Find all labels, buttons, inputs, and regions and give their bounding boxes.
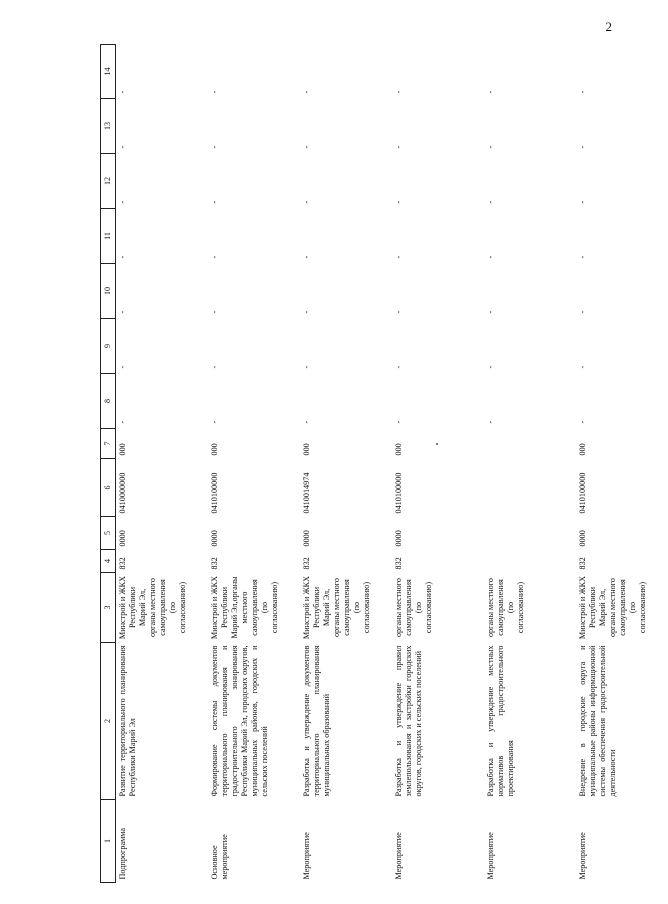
value-dash: -: [578, 365, 587, 369]
cell-vr: 000: [118, 443, 127, 456]
rotated-table-frame: [100, 45, 647, 883]
cell-responsible: органы местного самоуправления (по согласованию): [486, 577, 525, 638]
cell-csr: 0410000000: [118, 472, 127, 514]
cell-value-col-11: [208, 209, 300, 264]
cell-value-col-11: [116, 209, 209, 264]
cell-responsible: Минстрой и ЖКХ Республики Марий Эл, органы местного самоуправления (по согласованию): [302, 575, 371, 640]
cell-value-col-14: [576, 45, 668, 99]
value-dash: -: [486, 420, 495, 424]
cell-rz: 0000: [210, 530, 219, 547]
cell-name: Разработка и утверждение местных нормативов градостроительного проектирования: [486, 645, 515, 797]
cell-value-col-10: [576, 264, 668, 319]
cell-value-col-9: [576, 319, 668, 374]
cell-value-col-9: [116, 319, 209, 374]
cell-value-col-10: [208, 264, 300, 319]
cell-responsible: Минстрой и ЖКХ Республики Марий Эл, органы местного самоуправления (по согласованию): [118, 575, 187, 640]
value-dash: -: [394, 420, 403, 424]
cell-value-col-8: [392, 374, 484, 429]
header-cell: 12: [101, 154, 116, 209]
cell-rz: [484, 517, 576, 550]
cell-value-col-11: [300, 209, 392, 264]
cell-value-col-14: [208, 45, 300, 99]
table-row: [300, 45, 392, 883]
cell-name: Разработка и утверждение правил землепользования и застройки городских округов, городских и сельских поселений: [394, 645, 423, 797]
value-dash: -: [578, 200, 587, 204]
cell-value-col-13: [300, 99, 392, 154]
cell-value-col-10: [484, 264, 576, 319]
cell-type: Подпрограмма: [118, 827, 127, 880]
value-dash: -: [486, 90, 495, 94]
cell-value-col-13: [484, 99, 576, 154]
cell-rz: 0000: [118, 530, 127, 547]
cell-value-col-13: [116, 99, 209, 154]
cell-vr: 000: [578, 443, 587, 456]
value-dash: -: [302, 255, 311, 259]
cell-value-col-12: [116, 154, 209, 209]
value-dash: -: [210, 310, 219, 314]
header-cell: 1: [101, 800, 116, 883]
value-dash: -: [302, 200, 311, 204]
cell-vr: 000: [302, 443, 311, 456]
value-dash: -: [118, 365, 127, 369]
value-dash: -: [210, 255, 219, 259]
value-dash: -: [210, 90, 219, 94]
cell-grbs: [484, 550, 576, 573]
cell-value-col-8: [576, 374, 668, 429]
cell-csr: [484, 459, 576, 517]
cell-grbs: 832: [302, 557, 311, 570]
table-row: [208, 45, 300, 883]
cell-value-col-12: [300, 154, 392, 209]
cell-value-col-8: [300, 374, 392, 429]
cell-rz: 0000: [578, 530, 587, 547]
header-cell: 7: [101, 429, 116, 459]
value-dash: -: [578, 90, 587, 94]
value-dash: -: [118, 420, 127, 424]
cell-value-col-9: [208, 319, 300, 374]
value-dash: -: [394, 365, 403, 369]
cell-value-col-9: [300, 319, 392, 374]
value-dash: -: [210, 365, 219, 369]
cell-value-col-8: [484, 374, 576, 429]
cell-grbs: 832: [394, 557, 403, 570]
value-dash: -: [302, 90, 311, 94]
cell-value-col-10: [392, 264, 484, 319]
cell-vr: 000: [394, 443, 403, 456]
cell-value-col-12: [484, 154, 576, 209]
value-dash: -: [118, 255, 127, 259]
value-dash: -: [486, 145, 495, 149]
value-dash: -: [302, 310, 311, 314]
cell-value-col-12: [392, 154, 484, 209]
cell-name: Развитие территориального планирования Республики Марий Эл: [118, 645, 137, 797]
cell-value-col-11: [484, 209, 576, 264]
cell-csr: 0410100000: [578, 472, 587, 514]
value-dash: -: [118, 200, 127, 204]
value-dash: -: [578, 145, 587, 149]
value-dash: -: [302, 145, 311, 149]
cell-value-col-14: [300, 45, 392, 99]
cell-type: Мероприятие: [394, 832, 403, 880]
value-dash: -: [394, 90, 403, 94]
cell-vr: 000: [210, 443, 219, 456]
header-cell: 2: [101, 643, 116, 800]
cell-value-col-10: [300, 264, 392, 319]
table-row: [576, 45, 668, 883]
cell-grbs: 832: [210, 557, 219, 570]
cell-vr: [484, 429, 576, 459]
header-cell: 11: [101, 209, 116, 264]
cell-name: Формирование системы документов территориального планирования и градостроительного зонирования Республики Марий Эл, городских округов, муниципальных районов, городских и сельских поселений: [210, 645, 269, 797]
cell-value-col-10: [116, 264, 209, 319]
cell-value-col-12: [208, 154, 300, 209]
cell-value-col-8: [208, 374, 300, 429]
header-cell: 14: [101, 45, 116, 99]
cell-rz: 0000: [302, 530, 311, 547]
cell-value-col-11: [576, 209, 668, 264]
table-body: [101, 45, 668, 883]
value-dash: -: [578, 255, 587, 259]
header-row: [101, 45, 116, 883]
table-row: [484, 45, 576, 883]
value-dash: -: [486, 200, 495, 204]
value-dash: -: [118, 310, 127, 314]
table-row: [392, 45, 484, 883]
cell-value-col-14: [392, 45, 484, 99]
program-table: [100, 44, 668, 883]
value-dash: -: [210, 420, 219, 424]
header-cell: 10: [101, 264, 116, 319]
header-cell: 5: [101, 517, 116, 550]
value-dash: -: [578, 420, 587, 424]
value-dash: -: [210, 145, 219, 149]
cell-type: Мероприятие: [302, 832, 311, 880]
cell-value-col-13: [576, 99, 668, 154]
header-cell: 13: [101, 99, 116, 154]
cell-grbs: 832: [578, 557, 587, 570]
header-cell: 3: [101, 573, 116, 643]
value-dash: -: [118, 145, 127, 149]
value-dash: -: [578, 310, 587, 314]
cell-type: Мероприятие: [578, 832, 587, 880]
value-dash: -: [302, 420, 311, 424]
cell-csr: 0410100000: [394, 472, 403, 514]
cell-responsible: Минстрой и ЖКХ Республики Марий Эл, органы местного самоуправления (по согласованию): [578, 575, 647, 640]
cell-rz: 0000: [394, 530, 403, 547]
cell-value-col-12: [576, 154, 668, 209]
cell-value-col-11: [392, 209, 484, 264]
cell-value-col-13: [392, 99, 484, 154]
value-dash: -: [394, 145, 403, 149]
value-dash: -: [486, 255, 495, 259]
cell-name: Внедрение в городские округа и муниципальные районы информационной системы обеспечения градостроительной деятельности: [578, 645, 617, 797]
cell-value-col-14: [116, 45, 209, 99]
cell-responsible: Минстрой и ЖКХ Республики Марий Эл,органы местного самоуправления (по согласованию): [210, 575, 279, 640]
value-dash: -: [302, 365, 311, 369]
cell-type: Основное мероприятие: [210, 834, 229, 880]
cell-csr: 0410014974: [302, 472, 311, 514]
header-cell: 4: [101, 550, 116, 573]
value-dash: -: [394, 310, 403, 314]
value-dash: -: [394, 255, 403, 259]
value-dash: -: [394, 200, 403, 204]
header-cell: 9: [101, 319, 116, 374]
cell-value-col-14: [484, 45, 576, 99]
page-number: 2: [605, 19, 612, 34]
cell-type: Мероприятие: [486, 832, 495, 880]
table-row: [116, 45, 209, 883]
header-cell: 6: [101, 459, 116, 517]
cell-csr: 0410100000: [210, 472, 219, 514]
value-dash: -: [210, 200, 219, 204]
value-dash: -: [486, 365, 495, 369]
cell-value-col-13: [208, 99, 300, 154]
cell-grbs: 832: [118, 557, 127, 570]
cell-value-col-9: [392, 319, 484, 374]
header-cell: 8: [101, 374, 116, 429]
value-dash: -: [486, 310, 495, 314]
cell-responsible: органы местного самоуправления (по согласованию): [394, 577, 433, 638]
cell-value-col-9: [484, 319, 576, 374]
cell-value-col-8: [116, 374, 209, 429]
cell-name: Разработка и утверждение документов территориального планирования муниципальных образований: [302, 645, 331, 797]
value-dash: -: [118, 90, 127, 94]
